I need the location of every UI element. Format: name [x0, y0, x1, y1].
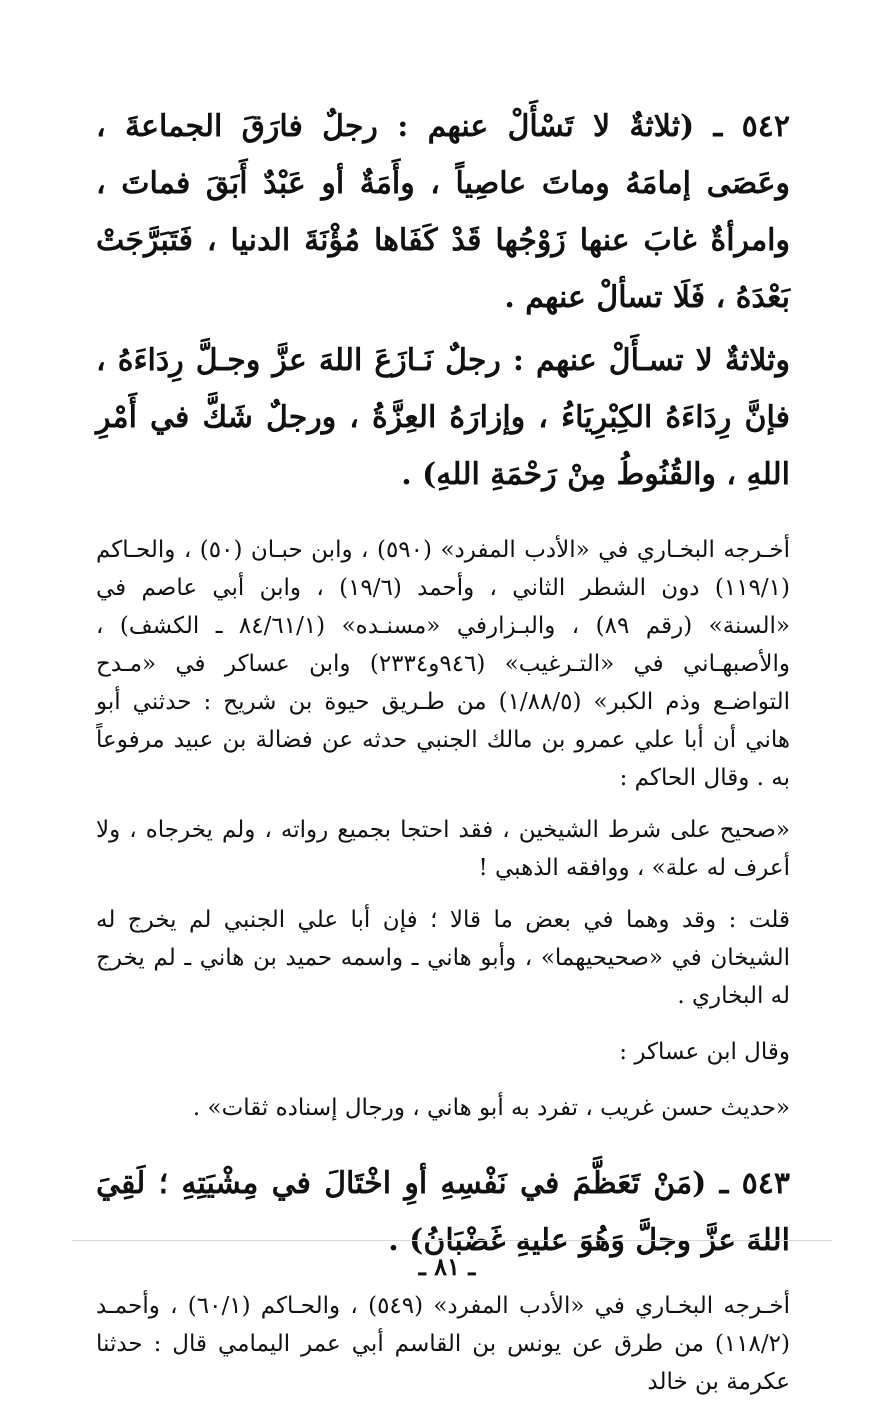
ibn-asakir-intro: وقال ابن عساكر :: [619, 1039, 790, 1065]
takhrij-542-paragraph: أخـرجه البخـاري في «الأدب المفرد» (٥٩٠) ، وابن حبـان (٥٠) ، والحـاكم (١١٩/١) دون الشطر الثاني ، وأحمد (١٩/٦) ، وابن أبي عاصم في «السنة» (رقم ٨٩) ، والبـزارفي «مسنـده» (٨٤/٦١/١ ـ الكشف) ، والأصبهـاني في «التـرغيب» (٩٤٦و٢٣٣٤) وابن عساكر في «مـدح التواضـع وذم الكبر» (١/٨٨/٥) من طـريق حيوة بن شريح : حدثني أبو هاني أن أبا علي عمرو بن مالك الجنبي حدثه عن فضالة بن عبيد مرفوعاً به . وقال الحاكم :: [96, 537, 790, 791]
takhrij-543-paragraph: أخـرجه البخـاري في «الأدب المفرد» (٥٤٩) ، والحـاكم (٦٠/١) ، وأحمـد (١١٨/٢) من طرق عن يونس بن القاسم أبي عمر اليمامي قال : حدثنا عكرمة بن خالد: [96, 1293, 790, 1395]
page-number: ـ ٨١ ـ: [418, 1252, 476, 1281]
ibn-asakir-quote: «حديث حسن غريب ، تفرد به أبو هاني ، ورجال إسناده ثقات» .: [192, 1095, 790, 1121]
hadith-543-text: ٥٤٣ ـ (مَنْ تَعَظَّمَ في نَفْسِهِ أوِ اخْتَالَ في مِشْيَتِهِ ؛ لَقِيَ اللهَ عزَّ وجلَّ وَهُوَ عليهِ غَضْبَانُ) .: [96, 1166, 790, 1258]
footer-divider: [72, 1240, 832, 1241]
hadith-542-text: ٥٤٢ ـ (ثلاثةٌ لا تَسْأَلْ عنهم : رجلٌ فارَقَ الجماعةَ ، وعَصَى إمامَهُ وماتَ عاصِياً ، وأَمَةٌ أو عَبْدٌ أَبَقَ فماتَ ، وامرأةٌ غابَ عنها زَوْجُها قَدْ كَفَاها مُؤْنَةَ الدنيا ، فَتَبَرَّجَتْ بَعْدَهُ ، فَلَا تسألْ عنهم .: [96, 109, 790, 315]
hakim-quote: «صحيح على شرط الشيخين ، فقد احتجا بجميع رواته ، ولم يخرجاه ، ولا أعرف له علة» ، ووافقه الذهبي !: [96, 817, 790, 881]
author-comment: قلت : وقد وهما في بعض ما قالا ؛ فإن أبا علي الجنبي لم يخرج له الشيخان في «صحيحيهما» ، وأبو هاني ـ واسمه حميد بن هاني ـ لم يخرج له البخاري .: [96, 907, 790, 1009]
hadith-542-continuation: وثلاثةٌ لا تسـأَلْ عنهم : رجلٌ نَـازَعَ اللهَ عزَّ وجـلَّ رِدَاءَهُ ، فإنَّ رِدَاءَهُ الكِبْرِيَاءُ ، وإزارَهُ العِزَّةُ ، ورجلٌ شَكَّ في أَمْرِ اللهِ ، والقُنُوطُ مِنْ رَحْمَةِ اللهِ) .: [96, 343, 790, 492]
